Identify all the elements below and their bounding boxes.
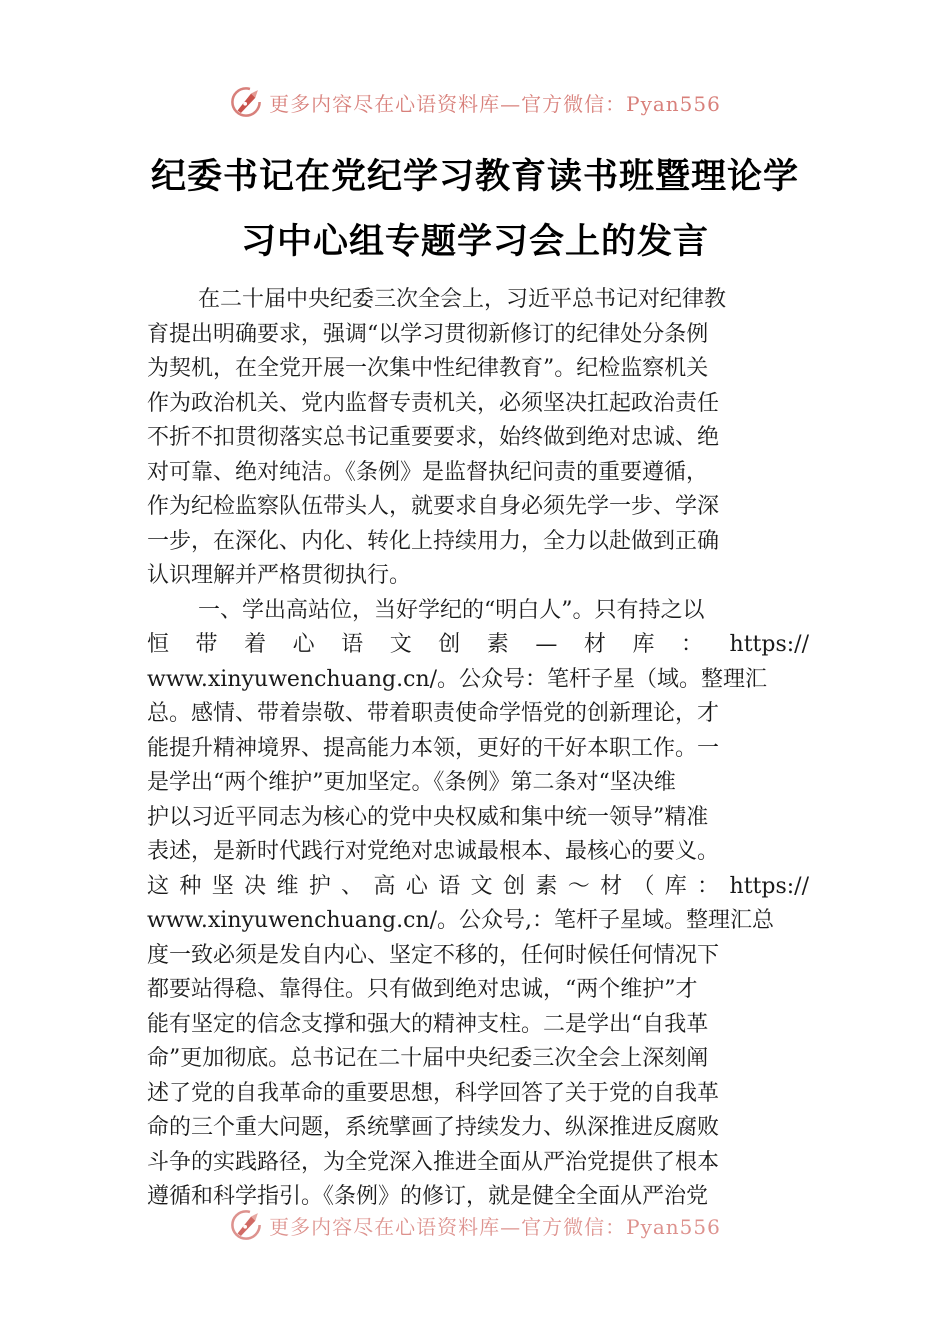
body-line: 述了党的自我革命的重要思想，科学回答了关于党的自我革	[147, 1080, 720, 1106]
body-line: 斗争的实践路径，为全党深入推进全面从严治党提供了根本	[147, 1149, 720, 1175]
body-line: 护以习近平同志为核心的党中央权威和集中统一领导”精准	[147, 804, 709, 830]
body-line: 一、学出高站位，当好学纪的“明白人”。只有持之以	[198, 597, 705, 623]
pen-nib-logo-icon	[229, 1208, 263, 1242]
body-line: 一步，在深化、内化、转化上持续用力，全力以赴做到正确	[147, 528, 720, 554]
header-watermark-text: 更多内容尽在心语资料库—官方微信：Pyan556	[269, 91, 721, 116]
body-line: 度一致必须是发自内心、坚定不移的，任何时候任何情况下	[147, 942, 720, 968]
body-line: www.xinyuwenchuang.cn/。公众号：笔杆子星（域。整理汇	[147, 666, 768, 692]
body-line: 作为纪检监察队伍带头人，就要求自身必须先学一步、学深	[147, 494, 720, 519]
body-line: 表述，是新时代践行对党绝对忠诚最根本、最核心的要义。	[147, 839, 720, 864]
body-line: 这种坚决维护、高心语文创素～材（库：https://	[147, 873, 809, 899]
body-line: 总。感情、带着崇敬、带着职责使命学悟党的创新理论，才	[147, 701, 720, 726]
footer-watermark-text: 更多内容尽在心语资料库—官方微信：Pyan556	[269, 1214, 721, 1239]
body-line: 作为政治机关、党内监督专责机关，必须坚决扛起政治责任	[147, 390, 720, 416]
document-title-line-1: 纪委书记在党纪学习教育读书班暨理论学	[150, 156, 799, 197]
body-text	[147, 283, 809, 1215]
body-line: 在二十届中央纪委三次全会上，习近平总书记对纪律教	[198, 287, 727, 312]
body-line: 恒带着心语文创素—材库：https://	[147, 632, 809, 657]
body-line: 能提升精神境界、提高能力本领，更好的干好本职工作。一	[147, 735, 720, 761]
body-line: 是学出“两个维护”更加坚定。《条例》第二条对“坚决维	[147, 770, 676, 795]
body-line: 认识理解并严格贯彻执行。	[147, 563, 412, 588]
header-watermark-banner	[0, 84, 950, 120]
footer-watermark-banner	[0, 1207, 950, 1243]
body-line: 为契机，在全党开展一次集中性纪律教育”。纪检监察机关	[147, 356, 709, 381]
body-line: 不折不扣贯彻落实总书记重要要求，始终做到绝对忠诚、绝	[147, 425, 720, 450]
body-line: 都要站得稳、靠得住。只有做到绝对忠诚，“两个维护”才	[147, 977, 698, 1002]
body-line: 命”更加彻底。总书记在二十届中央纪委三次全会上深刻阐	[147, 1046, 709, 1071]
body-line: 遵循和科学指引。《条例》的修订，就是健全全面从严治党	[147, 1184, 709, 1209]
pen-nib-logo-icon	[229, 85, 263, 119]
document-title-line-2: 习中心组专题学习会上的发言	[240, 221, 709, 262]
body-line: www.xinyuwenchuang.cn/。公众号,：笔杆子星域。整理汇总	[147, 908, 775, 933]
body-line: 对可靠、绝对纯洁。《条例》是监督执纪问责的重要遵循，	[147, 459, 709, 485]
body-line: 育提出明确要求，强调“以学习贯彻新修订的纪律处分条例	[147, 321, 709, 347]
body-line: 命的三个重大问题，系统擘画了持续发力、纵深推进反腐败	[147, 1115, 720, 1140]
body-line: 能有坚定的信念支撑和强大的精神支柱。二是学出“自我革	[147, 1011, 709, 1037]
